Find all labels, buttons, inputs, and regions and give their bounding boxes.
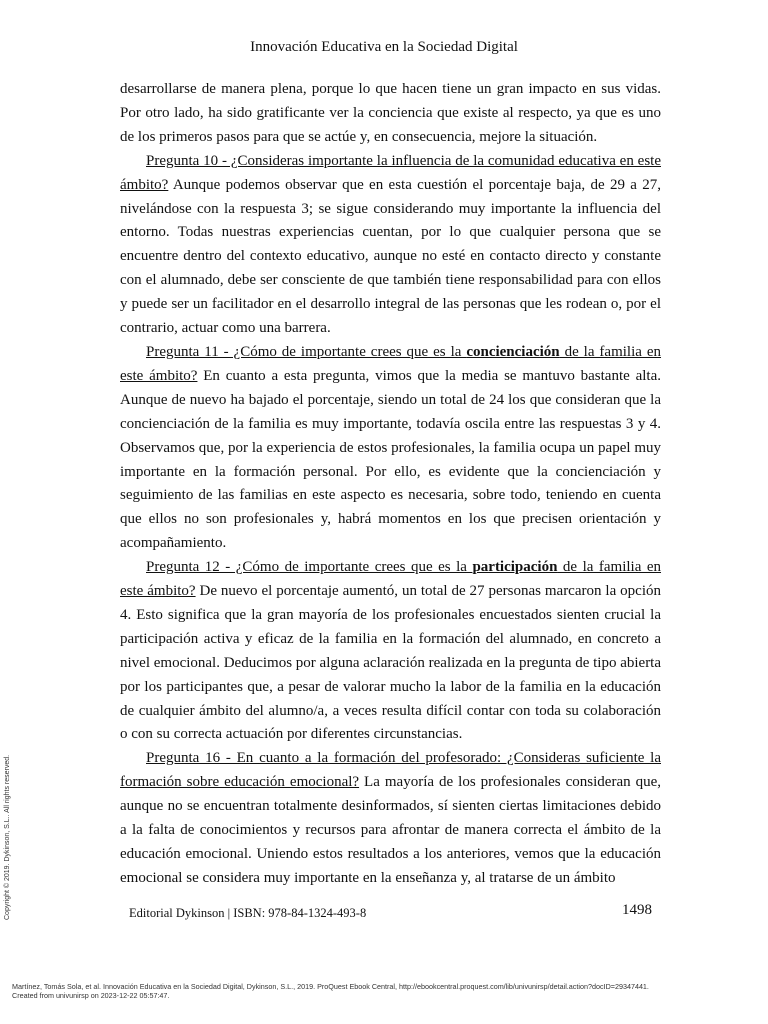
paragraph-continuation: desarrollarse de manera plena, porque lo que hacen tiene un gran impacto en sus vidas. Por otro lado, ha sido gratificante ver la conciencia que existe al respecto, ya que es uno de los primeros pasos para que se actúe y, en consecuencia, mejore la situación. [120, 81, 661, 145]
answer-pregunta-10: Aunque podemos observar que en esta cuestión el porcentaje baja, de 29 a 27, nivelándose con la respuesta 3; se sigue considerando muy importante la influencia del entorno. Todas nuestras experiencias cuentan, por lo que cualquier persona que se encuentre dentro del contexto educativo, aunque no esté en contacto directo y constante con el alumnado, debe ser consciente de que también tiene responsabilidad para con ellos y puede ser un facilitador en el desarrollo integral de las personas que les rodean o, por el contrario, actuar como una barrera. [120, 176, 661, 337]
question-text: Pregunta 12 - ¿Cómo de importante crees que es la [146, 559, 473, 576]
page-body [120, 78, 661, 891]
footer-publisher: Editorial Dykinson | ISBN: 978-84-1324-493-8 [129, 906, 367, 920]
question-text: Pregunta 11 - ¿Cómo de importante crees que es la [146, 343, 467, 360]
citation-line: Martínez, Tomás Sola, et al. Innovación Educativa en la Sociedad Digital, Dykinson, S.L., 2019. ProQuest Ebook Central, http://ebookcentral.proquest.com/lib/univunirsp/detail.action?docID=29347441. [12, 982, 649, 991]
paragraph-pregunta-10 [120, 150, 661, 341]
page-number: 1498 [622, 902, 652, 918]
question-text: de la familia en este ámbito? [120, 559, 662, 600]
answer-pregunta-16: La mayoría de los profesionales consideran que, aunque no se encuentran totalmente desinformados, sí sienten ciertas limitaciones debido a la falta de conocimientos y recursos para afrontar de manera correcta el ámbito de la educación emocional. Uniendo estos resultados a los anteriores, vemos que la educación emocional se considera muy importante en la enseñanza y, al tratarse de un ámbito [120, 774, 662, 886]
citation-line: Created from univunirsp on 2023-12-22 05:57:47. [12, 990, 170, 1000]
answer-pregunta-12: De nuevo el porcentaje aumentó, un total de 27 personas marcaron la opción 4. Esto significa que la gran mayoría de los profesionales encuestados sienten crucial la participación activa y eficaz de la familia en la formación del alumnado, en concreto a nivel emocional. Deducimos por alguna aclaración realizada en la pregunta de tipo abierta por los participantes que, a pesar de valorar mucho la labor de la familia en la educación de cualquier ámbito del alumno/a, a veces resulta difícil contar con toda su colaboración o con su correcta actuación por diferentes circunstancias. [120, 583, 662, 743]
emphasis-concienciacion: concienciación [466, 343, 560, 360]
question-pregunta-16: Pregunta 16 - En cuanto a la formación del profesorado: ¿Consideras suficiente la formación sobre educación emocional? [120, 750, 661, 791]
question-pregunta-10: Pregunta 10 - ¿Consideras importante la influencia de la comunidad educativa en este ámbito? [120, 152, 661, 193]
paragraph-pregunta-16 [120, 747, 661, 890]
side-copyright-notice: Copyright © 2019. Dykinson, S.L.. All rights reserved. [4, 754, 11, 920]
citation-footer [12, 983, 762, 1000]
running-header: Innovación Educativa en la Sociedad Digital [250, 39, 518, 55]
question-text: de la familia en este ámbito? [120, 343, 662, 384]
answer-pregunta-11: En cuanto a esta pregunta, vimos que la media se mantuvo bastante alta. Aunque de nuevo ha bajado el porcentaje, siendo un total de 24 los que consideran que la concienciación de la familia es muy importante, todavía oscila entre las respuestas 3 y 4. Observamos que, por la experiencia de estos profesionales, la familia ocupa un papel muy importante en la formación personal. Por ello, es evidente que la concienciación y seguimiento de las familias en este aspecto es necesaria, sobre todo, teniendo en cuenta que ellos no son profesionales y, habrá momentos en los que precisen orientación y acompañamiento. [120, 367, 661, 552]
paragraph-pregunta-11 [120, 341, 661, 556]
emphasis-participacion: participación [472, 559, 558, 576]
paragraph-pregunta-12 [120, 556, 661, 747]
